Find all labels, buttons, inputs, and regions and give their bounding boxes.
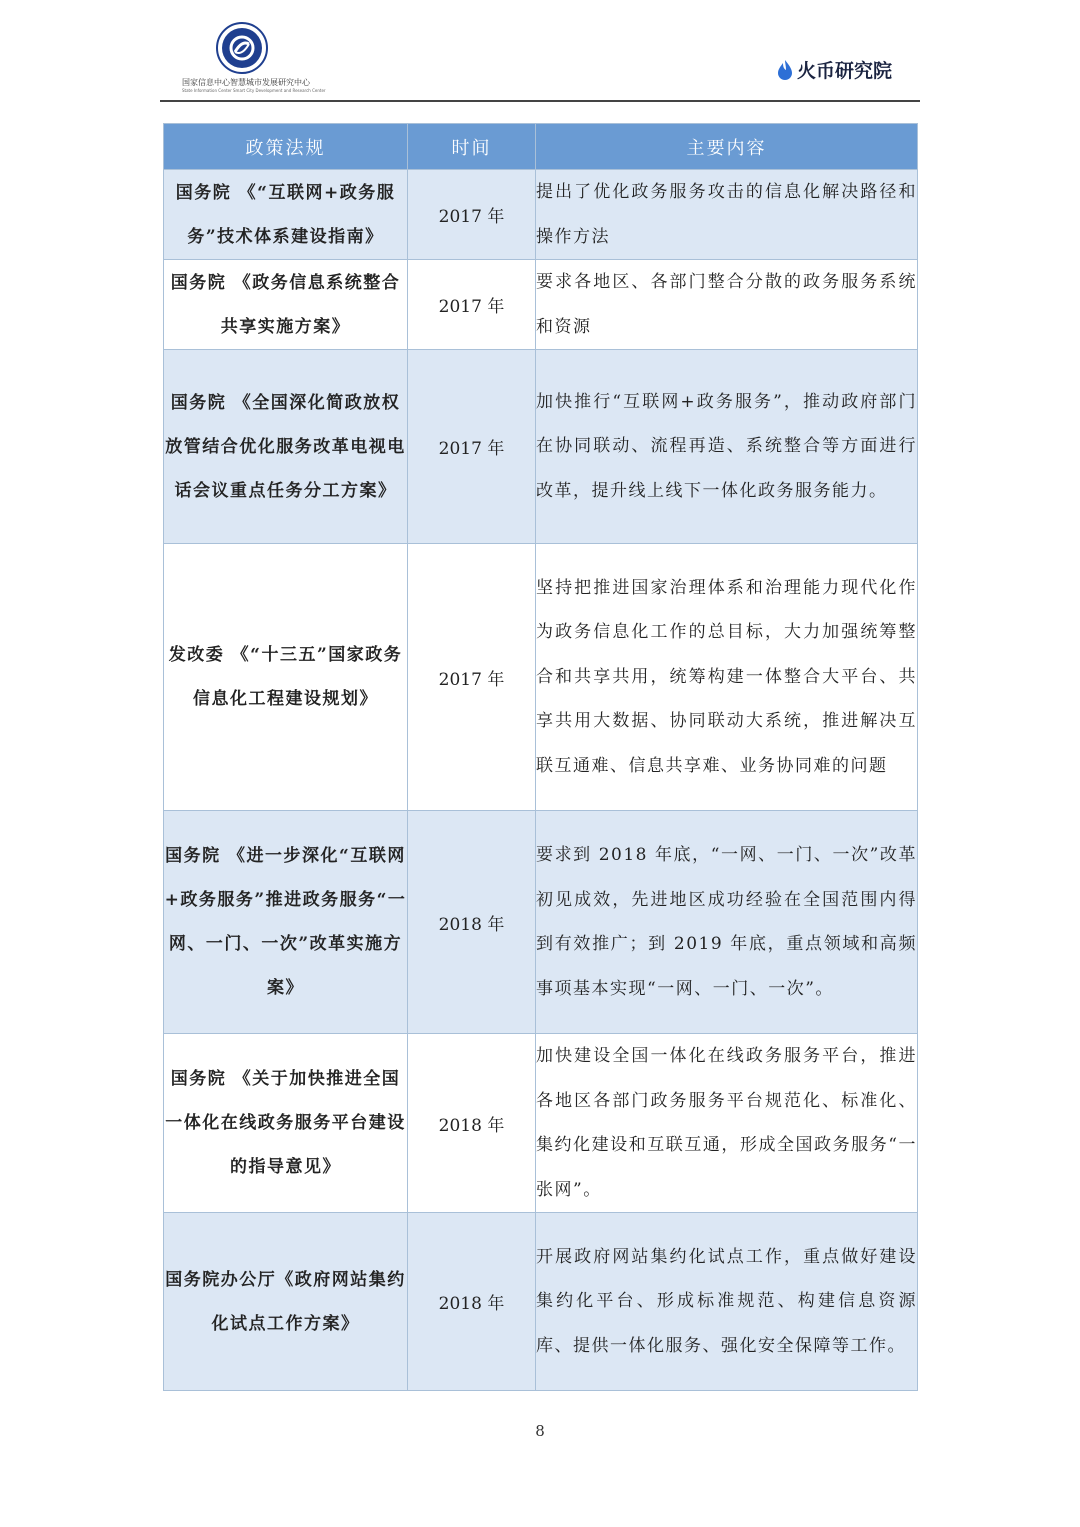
page-header <box>160 18 920 102</box>
policy-name: 发改委 《“十三五”国家政务信息化工程建设规划》 <box>164 544 408 811</box>
org-name-cn: 国家信息中心智慧城市发展研究中心 <box>182 78 310 87</box>
policy-name: 国务院 《进一步深化“互联网+政务服务”推进政务服务“一网、一门、一次”改革实施方案》 <box>164 811 408 1034</box>
policy-name: 国务院 《“互联网+政务服务”技术体系建设指南》 <box>164 170 408 260</box>
table-row <box>164 811 918 1034</box>
policy-year: 2017 年 <box>408 350 536 544</box>
policy-name: 国务院 《关于加快推进全国一体化在线政务服务平台建设的指导意见》 <box>164 1034 408 1213</box>
table-row <box>164 350 918 544</box>
policy-name: 国务院 《全国深化简政放权放管结合优化服务改革电视电话会议重点任务分工方案》 <box>164 350 408 544</box>
org-logo <box>182 22 326 93</box>
brand-name: 火币研究院 <box>796 60 892 82</box>
column-header: 主要内容 <box>536 124 918 170</box>
column-header: 时间 <box>408 124 536 170</box>
brand-logo <box>777 56 892 83</box>
table-row <box>164 1213 918 1391</box>
page-number: 8 <box>535 1422 545 1440</box>
table-row <box>164 260 918 350</box>
policy-year: 2018 年 <box>408 811 536 1034</box>
policy-content: 要求各地区、各部门整合分散的政务服务系统和资源 <box>536 260 918 350</box>
policy-name: 国务院 《政务信息系统整合共享实施方案》 <box>164 260 408 350</box>
policy-content: 提出了优化政务服务攻击的信息化解决路径和操作方法 <box>536 170 918 260</box>
org-emblem-icon <box>216 22 268 74</box>
org-name-en: State Information Center Smart City Development and Research Center <box>182 88 326 93</box>
policy-content: 加快建设全国一体化在线政务服务平台，推进各地区各部门政务服务平台规范化、标准化、集约化建设和互联互通，形成全国政务服务“一张网”。 <box>536 1034 918 1213</box>
policy-year: 2017 年 <box>408 170 536 260</box>
policy-table <box>163 123 918 1391</box>
table-row <box>164 170 918 260</box>
table-row <box>164 544 918 811</box>
policy-year: 2018 年 <box>408 1213 536 1391</box>
policy-content: 开展政府网站集约化试点工作，重点做好建设集约化平台、形成标准规范、构建信息资源库、提供一体化服务、强化安全保障等工作。 <box>536 1213 918 1391</box>
policy-content: 要求到 2018 年底，“一网、一门、一次”改革初见成效，先进地区成功经验在全国范围内得到有效推广；到 2019 年底，重点领域和高频事项基本实现“一网、一门、一次”。 <box>536 811 918 1034</box>
policy-year: 2018 年 <box>408 1034 536 1213</box>
table-header-row <box>164 124 918 170</box>
policy-content: 坚持把推进国家治理体系和治理能力现代化作为政务信息化工作的总目标，大力加强统筹整合和共享共用，统筹构建一体整合大平台、共享共用大数据、协同联动大系统，推进解决互联互通难、信息共享难、业务协同难的问题 <box>536 544 918 811</box>
table-row <box>164 1034 918 1213</box>
policy-name: 国务院办公厅《政府网站集约化试点工作方案》 <box>164 1213 408 1391</box>
flame-icon <box>777 59 793 81</box>
column-header: 政策法规 <box>164 124 408 170</box>
policy-year: 2017 年 <box>408 260 536 350</box>
policy-year: 2017 年 <box>408 544 536 811</box>
policy-content: 加快推行“互联网+政务服务”，推动政府部门在协同联动、流程再造、系统整合等方面进行改革，提升线上线下一体化政务服务能力。 <box>536 350 918 544</box>
